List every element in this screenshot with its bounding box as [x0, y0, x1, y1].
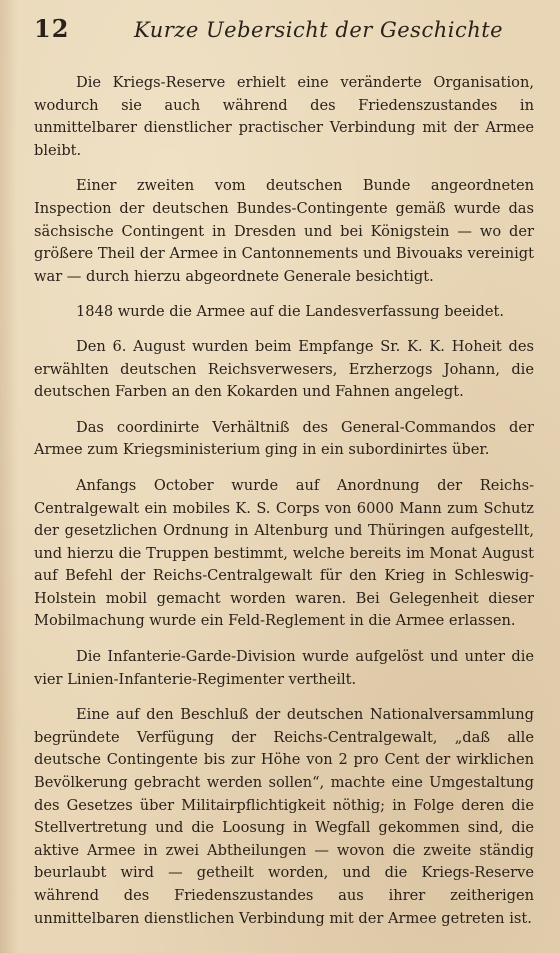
paragraph-german-colours: Den 6. August wurden beim Empfange Sr. K. K. Hoheit des erwählten deutschen Reichsverwesers, Erzherzogs Johann, die deutschen Farben an den Kokarden und Fahnen angelegt. — [34, 337, 534, 401]
paragraph-oath-1848: 1848 wurde die Armee auf die Landesverfassung beeidet. — [76, 303, 504, 321]
paragraph-inspection: Einer zweiten vom deutschen Bunde angeordneten Inspection der deutschen Bundes-Contingente gemäß wurde das sächsische Contingent in Dresden und bei Königstein — wo der größere Theil der Armee in Cantonnements und Bivouaks vereinigt war — durch hierzu abgeordnete Generale besichtigt. — [34, 177, 534, 285]
body-text — [34, 72, 534, 930]
paragraph-guard-division: Die Infanterie-Garde-Division wurde aufgelöst und unter die vier Linien-Infanterie-Regimenter vertheilt. — [34, 648, 534, 688]
paragraph-war-reserve: Die Kriegs-Reserve erhielt eine veränderte Organisation, wodurch sie auch während des Friedenszustandes in unmittelbarer dienstlicher practischer Verbindung mit der Armee bleibt. — [34, 74, 534, 159]
page-header — [34, 14, 534, 58]
paragraph-military-service-law: Eine auf den Beschluß der deutschen Nationalversammlung begründete Verfügung der Reichs-Centralgewalt, „daß alle deutsche Contingente bis zur Höhe von 2 pro Cent der wirklichen Bevölkerung gebracht werden sollen“, machte eine Umgestaltung des Gesetzes über Militairpflichtigkeit nöthig; in Folge deren die Stellvertretung und die Loosung in Wegfall gekommen sind, die aktive Armee in zwei Abtheilungen — wovon die zweite ständig beurlaubt wird — getheilt worden, und die Kriegs-Reserve während des Friedenszustandes aus ihrer zeitherigen unmittelbaren dienstlichen Verbindung mit der Armee getreten ist. — [34, 706, 534, 927]
paragraph-general-command: Das coordinirte Verhältniß des General-Commandos der Armee zum Kriegsministerium ging in ein subordinirtes über. — [34, 418, 534, 459]
paragraph-mobile-corps: Anfangs October wurde auf Anordnung der Reichs-Centralgewalt ein mobiles K. S. Corps von 6000 Mann zum Schutz der gesetzlichen Ordnung in Altenburg und Thüringen aufgestellt, und hierzu die Truppen bestimmt, welche bereits im Monat August auf Befehl der Reichs-Centralgewalt für den Krieg in Schleswig-Holstein mobil gemacht worden waren. Bei Gelegenheit dieser Mobilmachung wurde ein Feld-Reglement in die Armee erlassen. — [34, 476, 534, 630]
running-title: Kurze Uebersicht der Geschichte — [134, 18, 504, 42]
page-number: 12 — [34, 14, 70, 43]
